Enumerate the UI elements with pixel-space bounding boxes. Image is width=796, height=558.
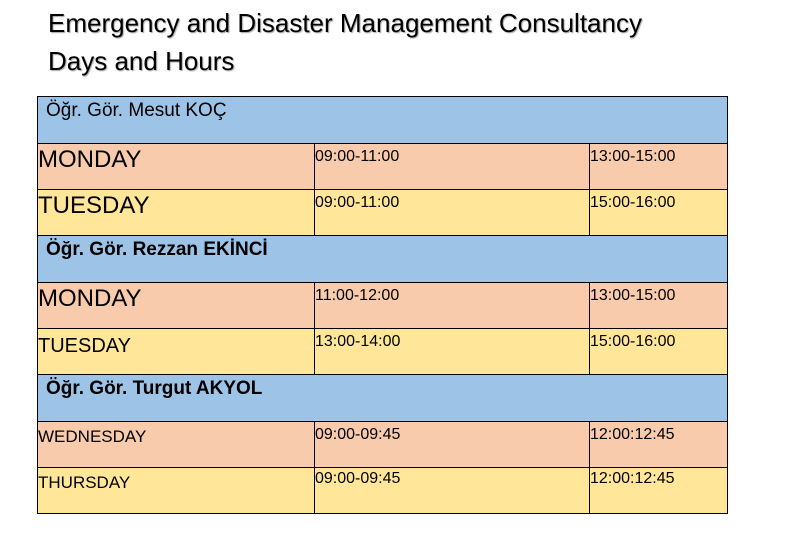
time-slot-2-cell <box>590 468 728 514</box>
schedule-row <box>38 422 728 468</box>
instructor-header-row <box>38 375 728 422</box>
time-slot-1: 09:00-11:00 <box>315 148 400 165</box>
time-slot-2: 15:00-16:00 <box>590 333 676 350</box>
time-slot-1-cell <box>315 422 590 468</box>
time-slot-1: 09:00-09:45 <box>315 470 401 487</box>
day-cell <box>38 283 315 329</box>
instructor-name-cell <box>38 97 728 144</box>
time-slot-1: 09:00-11:00 <box>315 194 400 211</box>
schedule-table <box>37 96 728 514</box>
day-cell <box>38 422 315 468</box>
time-slot-1-cell <box>315 190 590 236</box>
time-slot-1: 13:00-14:00 <box>315 333 401 350</box>
time-slot-2-cell <box>590 329 728 375</box>
schedule-row <box>38 283 728 329</box>
instructor-name-cell <box>38 236 728 283</box>
schedule-row <box>38 468 728 514</box>
schedule-row <box>38 329 728 375</box>
time-slot-2-cell <box>590 190 728 236</box>
time-slot-1-cell <box>315 144 590 190</box>
time-slot-2-cell <box>590 144 728 190</box>
day-label: MONDAY <box>38 146 142 173</box>
day-label: MONDAY <box>38 285 142 312</box>
day-label: TUESDAY <box>38 335 131 357</box>
instructor-header-row <box>38 97 728 144</box>
day-cell <box>38 190 315 236</box>
instructor-name: Öğr. Gör. Turgut AKYOL <box>46 378 263 399</box>
time-slot-2: 15:00-16:00 <box>590 194 676 211</box>
schedule-row <box>38 144 728 190</box>
time-slot-1: 11:00-12:00 <box>315 287 400 304</box>
day-label: TUESDAY <box>38 192 150 219</box>
day-label: WEDNESDAY <box>38 427 147 446</box>
time-slot-2: 12:00:12:45 <box>590 470 675 487</box>
instructor-name: Öğr. Gör. Rezzan EKİNCİ <box>46 239 268 260</box>
time-slot-1: 09:00-09:45 <box>315 426 401 443</box>
day-cell <box>38 144 315 190</box>
time-slot-1-cell <box>315 468 590 514</box>
time-slot-2: 13:00-15:00 <box>590 148 676 165</box>
time-slot-2-cell <box>590 283 728 329</box>
instructor-name-cell <box>38 375 728 422</box>
time-slot-2-cell <box>590 422 728 468</box>
time-slot-1-cell <box>315 283 590 329</box>
day-cell <box>38 468 315 514</box>
instructor-header-row <box>38 236 728 283</box>
day-cell <box>38 329 315 375</box>
time-slot-1-cell <box>315 329 590 375</box>
time-slot-2: 12:00:12:45 <box>590 426 675 443</box>
day-label: THURSDAY <box>38 473 131 492</box>
title-line-1: Emergency and Disaster Management Consultancy <box>48 8 642 38</box>
page-title <box>48 4 642 80</box>
instructor-name: Öğr. Gör. Mesut KOÇ <box>46 100 227 121</box>
time-slot-2: 13:00-15:00 <box>590 287 676 304</box>
title-line-2: Days and Hours <box>48 46 235 76</box>
schedule-row <box>38 190 728 236</box>
